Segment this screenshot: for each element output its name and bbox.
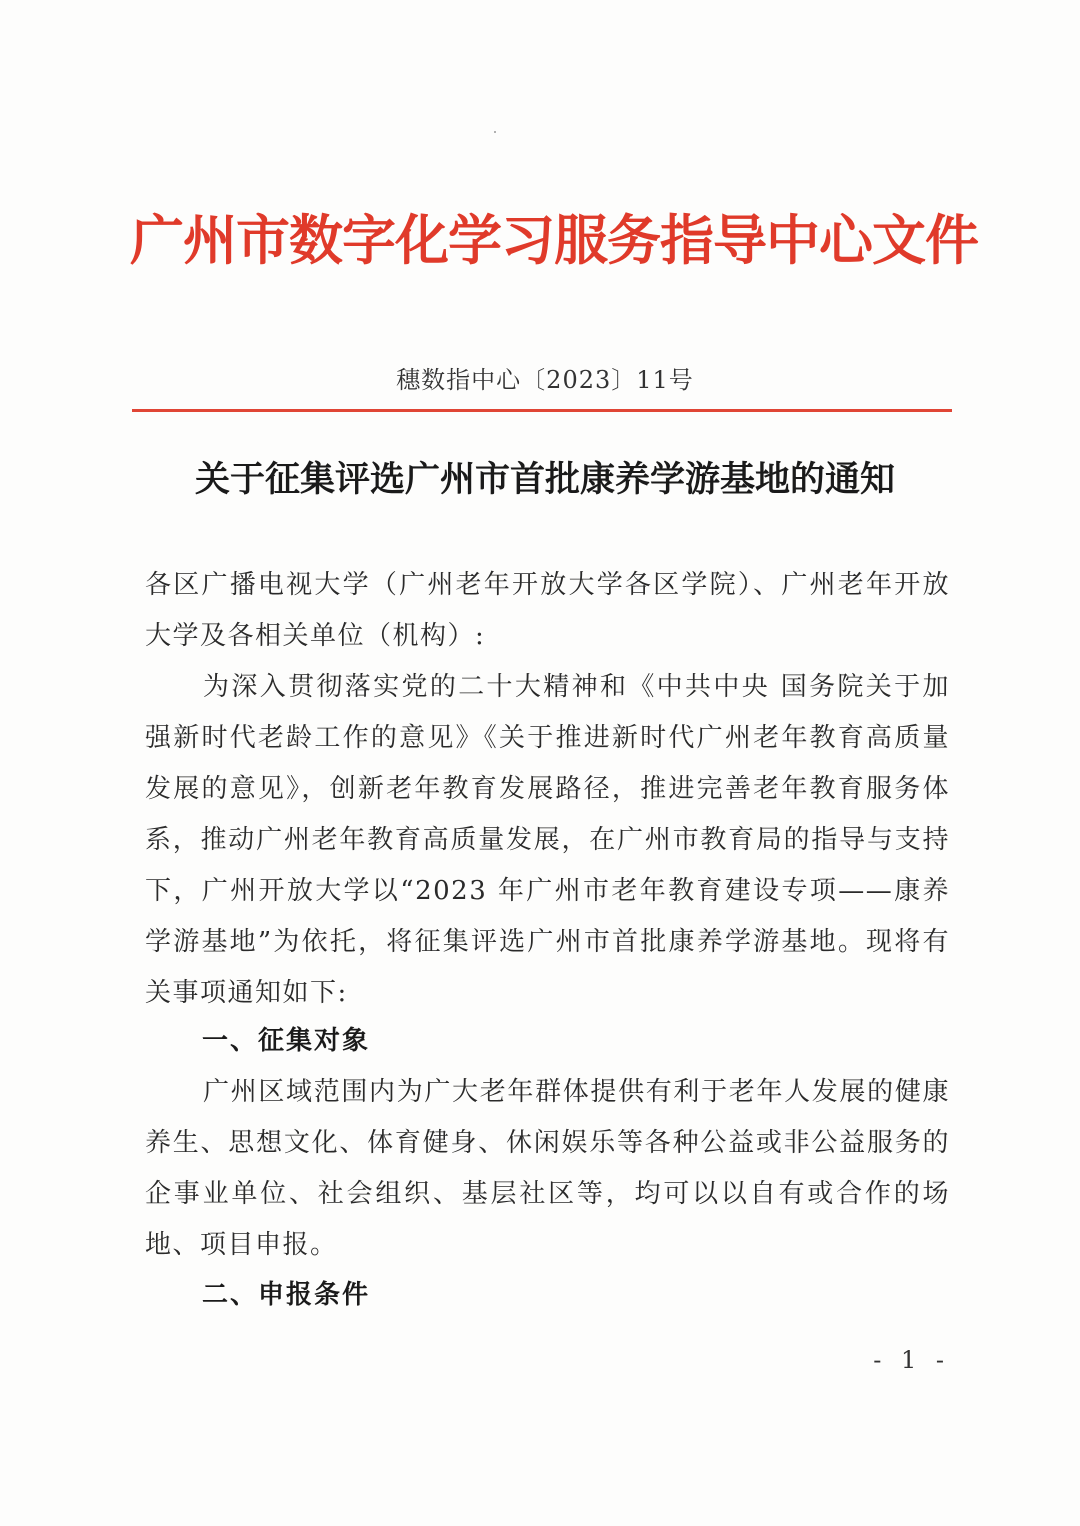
document-masthead: 广州市数字化学习服务指导中心文件 <box>130 208 978 272</box>
notice-title: 关于征集评选广州市首批康养学游基地的通知 <box>194 460 895 500</box>
page-number: - 1 - <box>873 1346 950 1374</box>
section-heading-target: 一、征集对象 <box>202 1026 371 1056</box>
document-number: 穗数指中心〔2023〕11号 <box>396 366 694 394</box>
intro-paragraph: 为深入贯彻落实党的二十大精神和《中共中央 国务院关于加强新时代老龄工作的意见》《关于推进新时代广州老年教育高质量发展的意见》，创新老年教育发展路径，推进完善老年教育服务体系，推动广州老年教育高质量发展，在广州市教育局的指导与支持下，广州开放大学以“2023 年广州市老年教育建设专项——康养学游基地”为依托，将征集评选广州市首批康养学游基地。现将有关事项通知如下: <box>145 672 950 1008</box>
section-heading-conditions: 二、申报条件 <box>202 1280 371 1310</box>
scan-speck <box>494 131 496 133</box>
red-separator-rule <box>132 409 952 412</box>
section-text-target: 广州区域范围内为广大老年群体提供有利于老年人发展的健康养生、思想文化、体育健身、休闲娱乐等各种公益或非公益服务的企事业单位、社会组织、基层社区等，均可以以自有或合作的场地、项目申报。 <box>145 1077 950 1260</box>
salutation-paragraph: 各区广播电视大学（广州老年开放大学各区学院）、广州老年开放大学及各相关单位（机构）: <box>145 570 950 651</box>
